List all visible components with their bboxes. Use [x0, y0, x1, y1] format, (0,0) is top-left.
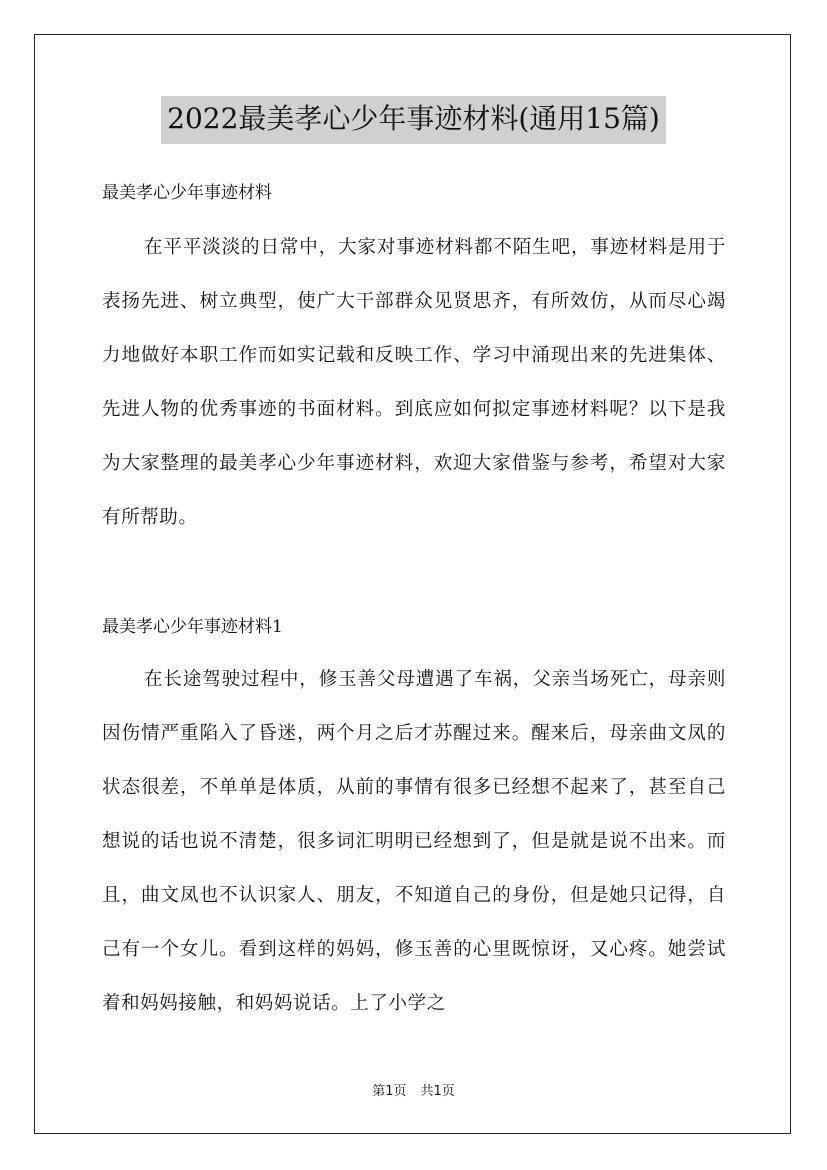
page-number: 第1页 — [372, 1084, 407, 1099]
section-heading-1: 最美孝心少年事迹材料1 — [102, 617, 283, 637]
intro-paragraph: 在平平淡淡的日常中，大家对事迹材料都不陌生吧，事迹材料是用于表扬先进、树立典型，使广大干部群众见贤思齐，有所效仿，从而尽心竭力地做好本职工作而如实记载和反映工作、学习中涌现出来的先进集体、先进人物的优秀事迹的书面材料。到底应如何拟定事迹材料呢？以下是我为大家整理的最美孝心少年事迹材料，欢迎大家借鉴与参考，希望对大家有所帮助。 — [102, 237, 726, 528]
page-footer — [0, 1083, 827, 1101]
body-paragraph-1: 在长途驾驶过程中，修玉善父母遭遇了车祸，父亲当场死亡，母亲则因伤情严重陷入了昏迷，两个月之后才苏醒过来。醒来后，母亲曲文凤的状态很差，不单单是体质，从前的事情有很多已经想不起来了，甚至自己想说的话也说不清楚，很多词汇明明已经想到了，但是就是说不出来。而且，曲文凤也不认识家人、朋友，不知道自己的身份，但是她只记得，自己有一个女儿。看到这样的妈妈，修玉善的心里既惊讶，又心疼。她尝试着和妈妈接触，和妈妈说话。上了小学之 — [102, 669, 726, 1014]
section-heading-intro: 最美孝心少年事迹材料 — [102, 183, 272, 203]
document-title — [0, 96, 827, 144]
document-title-text: 2022最美孝心少年事迹材料(通用15篇) — [161, 96, 666, 144]
page-total: 共1页 — [420, 1084, 455, 1099]
